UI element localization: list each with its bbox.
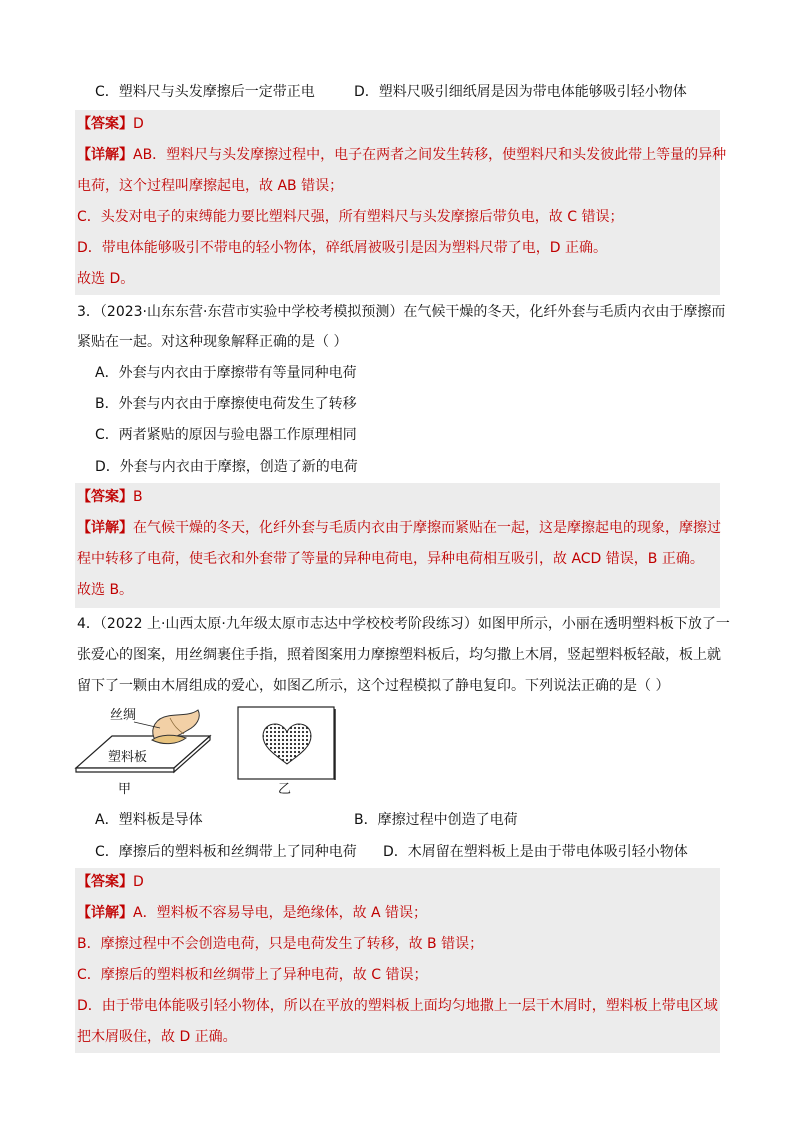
q4-stem-line-3: 留下了一颗由木屑组成的爱心，如图乙所示，这个过程模拟了静电复印。下列说法正确的是（ ）: [77, 678, 670, 694]
q3-option-a: A．外套与内衣由于摩擦带有等量同种电荷: [95, 365, 357, 381]
q3-answer-block: [75, 483, 720, 608]
q4-stem-line-2: 张爱心的图案，用丝绸裹住手指，照着图案用力摩擦塑料板后，均匀撒上木屑，竖起塑料板轻敲，板上就: [77, 647, 721, 663]
figure-yi: [237, 706, 337, 780]
q3-stem-line-2: 紧贴在一起。对这种现象解释正确的是（ ）: [77, 334, 348, 350]
detail-tag: 【详解】: [77, 520, 133, 536]
q4-option-c: C．摩擦后的塑料板和丝绸带上了同种电荷: [95, 844, 357, 860]
answer-tag: 【答案】: [77, 874, 133, 890]
q3-detail-line-1: 【详解】在气候干燥的冬天，化纤外套与毛质内衣由于摩擦而紧贴在一起，这是摩擦起电的现象，摩擦过: [77, 520, 721, 536]
q3-answer: [77, 487, 143, 507]
q3-detail-line-3: 故选 B。: [77, 582, 134, 598]
heart-board-illustration: [237, 706, 337, 780]
figure-jia: [74, 704, 214, 796]
answer-tag: 【答案】: [77, 489, 133, 505]
q2-detail-line-2: 电荷，这个过程叫摩擦起电，故 AB 错误；: [77, 178, 344, 194]
detail-tag: 【详解】: [77, 905, 133, 921]
q4-option-b: B．摩擦过程中创造了电荷: [354, 812, 518, 828]
figure-caption-jia: 甲: [118, 782, 132, 797]
q2-detail-line-1: 【详解】AB．塑料尺与头发摩擦过程中，电子在两者之间发生转移，使塑料尺和头发彼此带上等量的异种: [77, 147, 727, 163]
q4-option-a: A．塑料板是导体: [95, 812, 203, 828]
q3-option-c: C．两者紧贴的原因与验电器工作原理相同: [95, 427, 357, 443]
answer-value: D: [133, 116, 144, 132]
q4-detail-line-3: C．摩擦后的塑料板和丝绸带上了异种电荷，故 C 错误；: [77, 967, 428, 983]
q2-detail-line-5: 故选 D。: [77, 271, 135, 287]
figure-caption-yi: 乙: [278, 782, 292, 797]
q2-detail-line-4: D．带电体能够吸引不带电的轻小物体，碎纸屑被吸引是因为塑料尺带了电，D 正确。: [77, 240, 608, 256]
q4-detail-line-1: 【详解】A．塑料板不容易导电，是绝缘体，故 A 错误；: [77, 905, 428, 921]
q3-stem-line-1: 3．（2023·山东东营·东营市实验中学校考模拟预测）在气候干燥的冬天，化纤外套与毛质内衣由于摩擦而: [77, 304, 726, 320]
q3-detail-line-2: 程中转移了电荷，使毛衣和外套带了等量的异种电荷电，异种电荷相互吸引，故 ACD 错误，B 正确。: [77, 551, 704, 567]
q3-option-d: D．外套与内衣由于摩擦，创造了新的电荷: [95, 459, 358, 475]
q4-stem-line-1: 4．（2022 上·山西太原·九年级太原市志达中学校校考阶段练习）如图甲所示，小丽在透明塑料板下放了一: [77, 616, 730, 632]
answer-tag: 【答案】: [77, 116, 133, 132]
q4-answer-block: [75, 868, 720, 1053]
q3-option-b: B．外套与内衣由于摩擦使电荷发生了转移: [95, 396, 357, 412]
q2-answer-block: [75, 110, 720, 295]
answer-value: B: [133, 489, 143, 505]
q4-detail-line-4: D．由于带电体能吸引轻小物体，所以在平放的塑料板上面均匀地撒上一层干木屑时，塑料板上带电区域: [77, 998, 718, 1014]
q4-answer: [77, 872, 144, 892]
q4-detail-line-2: B．摩擦过程中不会创造电荷，只是电荷发生了转移，故 B 错误；: [77, 936, 484, 952]
q4-option-d: D．木屑留在塑料板上是由于带电体吸引轻小物体: [383, 844, 688, 860]
detail-tag: 【详解】: [77, 147, 133, 163]
silk-label: 丝绸: [110, 708, 137, 723]
q2-detail-line-3: C．头发对电子的束缚能力要比塑料尺强，所有塑料尺与头发摩擦后带负电，故 C 错误；: [77, 209, 624, 225]
q2-option-d: D．塑料尺吸引细纸屑是因为带电体能够吸引轻小物体: [354, 84, 687, 100]
board-label: 塑料板: [108, 750, 148, 765]
q2-option-c: C．塑料尺与头发摩擦后一定带正电: [95, 84, 315, 100]
q2-answer: [77, 114, 144, 134]
q4-detail-line-5: 把木屑吸住，故 D 正确。: [77, 1029, 237, 1045]
answer-value: D: [133, 874, 144, 890]
